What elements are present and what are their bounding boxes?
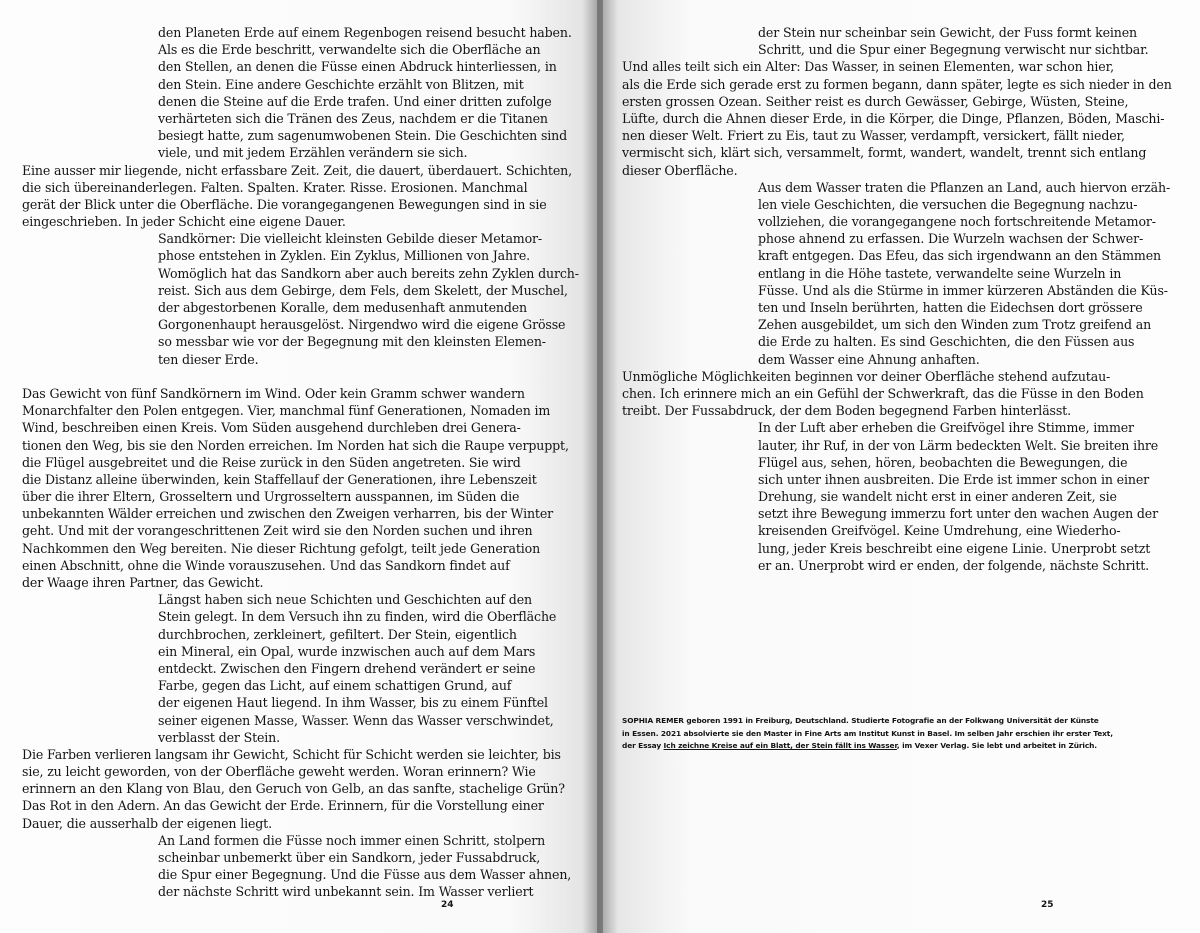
text-line: ein Mineral, ein Opal, wurde inzwischen auch auf dem Mars (158, 643, 536, 659)
text-line: Unmögliche Möglichkeiten beginnen vor deiner Oberfläche stehend aufzutau- (622, 368, 1111, 384)
text-line: scheinbar unbemerkt über ein Sandkorn, jeder Fussabdruck, (158, 850, 541, 865)
text-line: Die Farben verlieren langsam ihr Gewicht, Schicht für Schicht werden sie leichter, bis (22, 746, 561, 762)
text-line: Flügel aus, sehen, hören, beobachten die Bewegungen, die (758, 454, 1128, 470)
right-page-number: 25 (1041, 900, 1054, 910)
text-line: Dauer, die ausserhalb der eigenen liegt. (22, 815, 272, 831)
text-line: lung, jeder Kreis beschreibt eine eigene Linie. Unerprobt setzt (758, 540, 1151, 556)
text-line: seiner eigenen Masse, Wasser. Wenn das Wasser verschwindet, (158, 712, 554, 728)
text-line: die sich übereinanderlegen. Falten. Spalten. Krater. Risse. Erosionen. Manchmal (22, 179, 528, 195)
text-line: als die Erde sich gerade erst zu formen begann, dann später, legte es sich nieder in den (622, 76, 1172, 92)
text-line: Füsse. Und als die Stürme in immer kürzeren Abständen die Küs- (758, 282, 1168, 298)
text-line: die Erde zu halten. Es sind Geschichten, die den Füssen aus (758, 334, 1135, 350)
text-line: vollziehen, die vorangegangene noch fortschreitende Metamor- (758, 214, 1156, 230)
text-line: Sandkörner: Die vielleicht kleinsten Gebilde dieser Metamor- (158, 231, 543, 247)
text-line: vermischt sich, klärt sich, versammelt, formt, wandert, wandelt, trennt sich entlang (622, 145, 1147, 161)
text-line: der Waage ihren Partner, das Gewicht. (22, 575, 264, 590)
text-line: verhärteten sich die Tränen des Zeus, nachdem er die Titanen (158, 110, 548, 126)
text-line: ten dieser Erde. (158, 351, 259, 367)
text-line: durchbrochen, zerkleinert, gefiltert. Der Stein, eigentlich (158, 626, 517, 642)
text-line: ten und Inseln berührten, hatten die Eidechsen dort grössere (758, 300, 1143, 315)
text-line: er an. Unerprobt wird er enden, der folgende, nächste Schritt. (758, 557, 1150, 573)
text-line: Aus dem Wasser traten die Pflanzen an Land, auch hiervon erzäh- (758, 179, 1171, 195)
text-line: entlang in die Höhe tastete, verwandelte seine Wurzeln in (758, 265, 1122, 281)
text-line: so messbar wie vor der Begegnung mit den kleinsten Elemen- (158, 334, 546, 350)
author-bio-line: SOPHIA REMER geboren 1991 in Freiburg, Deutschland. Studierte Fotografie an der Folkwang Universität der Künste (622, 716, 1099, 725)
text-line: sich unter ihnen ausbreiten. Die Erde ist immer schon in einer (758, 471, 1149, 487)
bio-text: , im Vexer Verlag. Sie lebt und arbeitet in Zürich. (896, 741, 1097, 750)
text-line: gerät der Blick unter die Oberfläche. Die vorangegangenen Bewegungen sind in sie (22, 196, 547, 212)
text-line: die Flügel ausgebreitet und die Reise zurück in den Süden angetreten. Sie wird (22, 454, 521, 470)
text-line: lauter, ihr Ruf, in der von Lärm bedeckten Welt. Sie breiten ihre (758, 437, 1159, 453)
text-line: der nächste Schritt wird unbekannt sein. Im Wasser verliert (158, 884, 534, 900)
text-line: tionen den Weg, bis sie den Norden erreichen. Im Norden hat sich die Raupe verpuppt, (22, 437, 569, 453)
text-line: den Stellen, an denen die Füsse einen Abdruck hinterliessen, in (158, 59, 557, 75)
text-line: Womöglich hat das Sandkorn aber auch bereits zehn Zyklen durch- (158, 265, 579, 281)
text-line: geht. Und mit der vorangeschrittenen Zeit wird sie den Norden suchen und ihren (22, 523, 533, 539)
text-line: unbekannten Wälder erreichen und zwischen den Zweigen verharren, bis der Winter (22, 506, 554, 522)
text-line: Das Gewicht von fünf Sandkörnern im Wind. Oder kein Gramm schwer wandern (22, 385, 525, 401)
left-page-body-text (22, 24, 579, 901)
text-line: Farbe, gegen das Licht, auf einem schattigen Grund, auf (158, 678, 512, 694)
text-line: phose ahnend zu erfassen. Die Wurzeln wachsen der Schwer- (758, 231, 1144, 247)
bio-text: der Essay (622, 741, 664, 750)
text-line: treibt. Der Fussabdruck, der dem Boden begegnend Farben hinterlässt. (622, 403, 1071, 419)
text-line: eingeschrieben. In jeder Schicht eine eigene Dauer. (22, 214, 346, 230)
text-line: die Spur einer Begegnung. Und die Füsse aus dem Wasser ahnen, (158, 867, 572, 883)
text-line: besiegt hatte, zum sagenumwobenen Stein. Die Geschichten sind (158, 128, 568, 144)
text-line: den Stein. Eine andere Geschichte erzählt von Blitzen, mit (158, 76, 524, 92)
text-line: Stein gelegt. In dem Versuch ihn zu finden, wird die Oberfläche (158, 609, 557, 625)
paragraph-gap (22, 368, 579, 385)
text-line: dieser Oberfläche. (622, 162, 738, 178)
text-line: verblasst der Stein. (158, 729, 280, 745)
text-line: der eigenen Haut liegend. In ihm Wasser, bis zu einem Fünftel (158, 695, 548, 711)
text-line: der Stein nur scheinbar sein Gewicht, der Fuss formt keinen (758, 25, 1138, 40)
text-line: dem Wasser eine Ahnung anhaften. (758, 351, 980, 367)
text-line: reist. Sich aus dem Gebirge, dem Fels, dem Skelett, der Muschel, (158, 282, 568, 298)
right-page-body-text (622, 24, 1172, 574)
author-bio (622, 715, 1182, 753)
text-line: ersten grossen Ozean. Seither reist es durch Gewässer, Gebirge, Wüsten, Steine, (622, 93, 1129, 109)
text-line: In der Luft aber erheben die Greifvögel ihre Stimme, immer (758, 420, 1134, 436)
text-line: len viele Geschichten, die versuchen die Begegnung nachzu- (758, 196, 1138, 212)
text-line: den Planeten Erde auf einem Regenbogen reisend besucht haben. (158, 25, 572, 40)
left-page-number: 24 (441, 900, 454, 910)
essay-title: Ich zeichne Kreise auf ein Blatt, der Stein fällt ins Wasser (663, 741, 897, 750)
text-line: sie, zu leicht geworden, von der Oberfläche geweht werden. Woran erinnern? Wie (22, 764, 536, 780)
text-line: Zehen ausgebildet, um sich den Winden zum Trotz greifend an (758, 317, 1152, 333)
author-bio-line: in Essen. 2021 absolvierte sie den Master in Fine Arts am Institut Kunst in Basel. Im selben Jahr erschien ihr erster Text, (622, 728, 1113, 738)
text-line: denen die Steine auf die Erde trafen. Und einer dritten zufolge (158, 93, 552, 109)
text-line: kraft entgegen. Das Efeu, das sich irgendwann an den Stämmen (758, 248, 1161, 264)
text-line: Und alles teilt sich ein Alter: Das Wasser, in seinen Elementen, war schon hier, (622, 59, 1114, 75)
text-line: Schritt, und die Spur einer Begegnung verwischt nur sichtbar. (758, 42, 1149, 58)
text-line: setzt ihre Bewegung immerzu fort unter den wachen Augen der (758, 506, 1158, 522)
text-line: Nachkommen den Weg bereiten. Nie dieser Richtung gefolgt, teilt jede Generation (22, 540, 541, 556)
right-page (600, 0, 1200, 933)
text-line: die Distanz alleine überwinden, kein Staffellauf der Generationen, ihre Lebenszeit (22, 471, 537, 487)
text-line: kreisenden Greifvögel. Keine Umdrehung, eine Wiederho- (758, 523, 1121, 539)
text-line: An Land formen die Füsse noch immer einen Schritt, stolpern (158, 832, 546, 848)
text-line: nen dieser Welt. Friert zu Eis, taut zu Wasser, verdampft, versickert, fällt nieder, (622, 128, 1125, 144)
text-line: entdeckt. Zwischen den Fingern drehend verändert er seine (158, 660, 536, 676)
text-line: Gorgonenhaupt herausgelöst. Nirgendwo wird die eigene Grösse (158, 317, 566, 333)
text-line: Längst haben sich neue Schichten und Geschichten auf den (158, 592, 532, 608)
text-line: einen Abschnitt, ohne die Winde vorauszusehen. Und das Sandkorn findet auf (22, 557, 510, 573)
text-line: erinnern an den Klang von Blau, den Geruch von Gelb, an das sanfte, stachelige Grün? (22, 781, 565, 797)
text-line: Eine ausser mir liegende, nicht erfassbare Zeit. Zeit, die dauert, überdauert. Schichten, (22, 162, 572, 178)
text-line: chen. Ich erinnere mich an ein Gefühl der Schwerkraft, das die Füsse in den Boden (622, 385, 1144, 401)
text-line: Drehung, sie wandelt nicht erst in einer anderen Zeit, sie (758, 489, 1117, 505)
text-line: Lüfte, durch die Ahnen dieser Erde, in die Körper, die Dinge, Pflanzen, Böden, Maschi- (622, 110, 1165, 126)
book-gutter (597, 0, 603, 933)
text-line: über die ihrer Eltern, Grosseltern und Urgrosseltern ausspannen, im Süden die (22, 489, 520, 505)
text-line: Wind, beschreiben einen Kreis. Vom Süden ausgehend durchleben drei Genera- (22, 420, 521, 436)
text-line: Als es die Erde beschritt, verwandelte sich die Oberfläche an (158, 42, 541, 58)
text-line: Das Rot in den Adern. An das Gewicht der Erde. Erinnern, für die Vorstellung einer (22, 798, 544, 814)
text-line: phose entstehen in Zyklen. Ein Zyklus, Millionen von Jahre. (158, 248, 531, 264)
text-line: Monarchfalter den Polen entgegen. Vier, manchmal fünf Generationen, Nomaden im (22, 403, 551, 419)
text-line: der abgestorbenen Koralle, dem medusenhaft anmutenden (158, 300, 528, 315)
author-bio-line (622, 740, 1182, 753)
text-line: viele, und mit jedem Erzählen verändern sie sich. (158, 145, 468, 161)
